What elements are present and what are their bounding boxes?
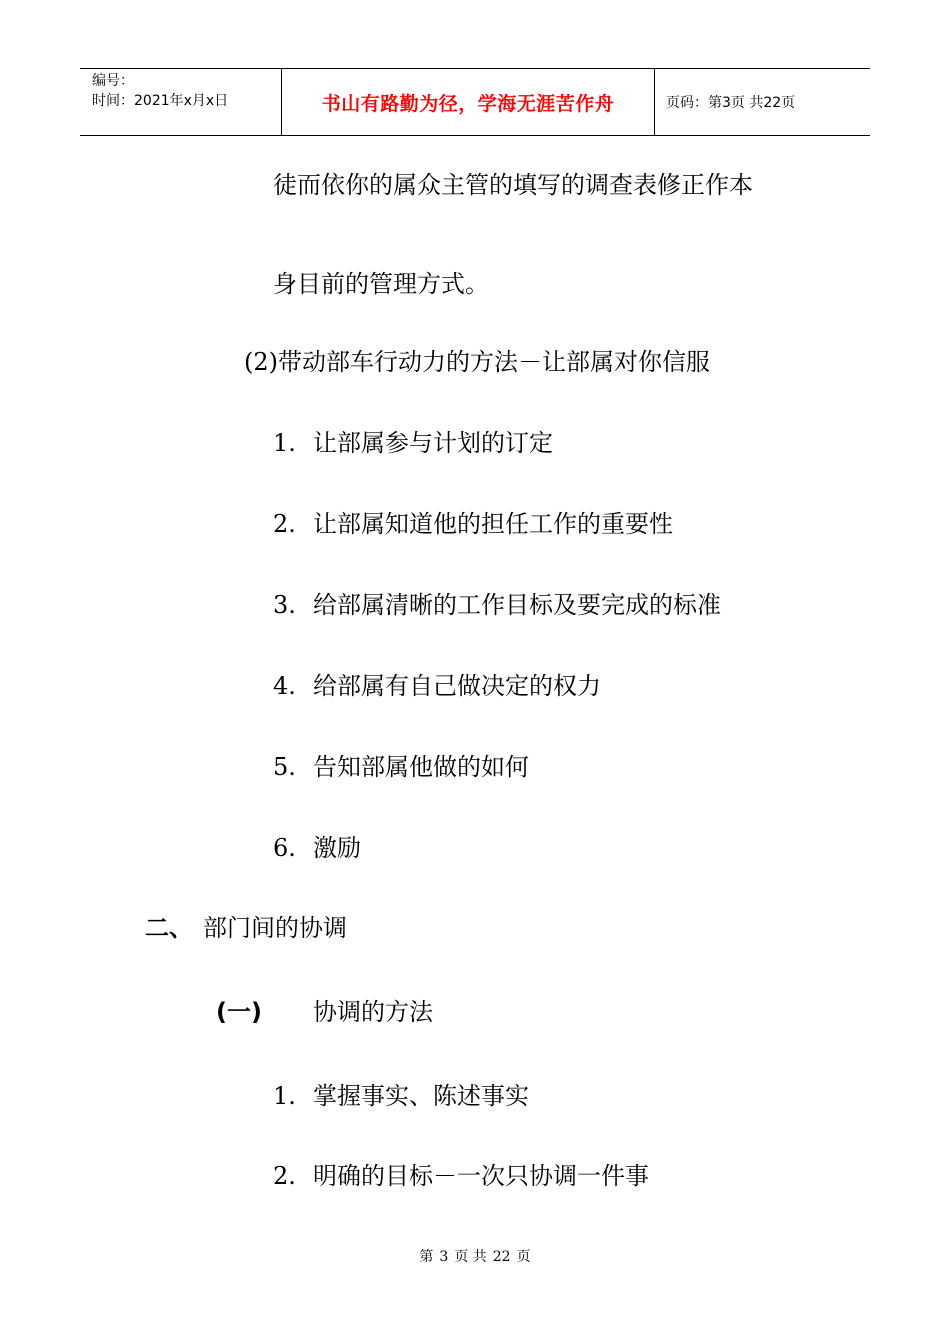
section-2-number: 二、 — [145, 914, 193, 942]
list-item-text: 给部属有自己做决定的权力 — [313, 672, 601, 700]
footer-page-number: 3 — [439, 1249, 449, 1265]
list-item-number: 2. — [273, 1162, 296, 1190]
header-page-info: 页码：第3页 共22页 — [666, 95, 796, 111]
paragraph-line-2: 身目前的管理方式。 — [273, 270, 489, 298]
list-item-text: 掌握事实、陈述事实 — [313, 1082, 529, 1110]
paragraph-line-1: 徒而依你的属众主管的填写的调查表修正作本 — [273, 171, 753, 199]
footer-prefix: 第 — [419, 1249, 434, 1265]
header-motto: 书山有路勤为径，学海无涯苦作舟 — [321, 92, 615, 115]
time-label: 时间：2021年x月x日 — [92, 93, 229, 109]
footer-total-pages: 22 — [492, 1249, 511, 1265]
list-item-text: 让部属参与计划的订定 — [313, 429, 553, 457]
list-item-text: 给部属清晰的工作目标及要完成的标准 — [313, 591, 721, 619]
list-item-text: 让部属知道他的担任工作的重要性 — [313, 510, 673, 538]
header-motto-cell — [282, 69, 655, 135]
subsection-1-number: (一) — [216, 998, 262, 1026]
list-item-number: 3. — [273, 591, 296, 619]
subsection-1-title: 协调的方法 — [313, 998, 433, 1026]
page-header — [80, 68, 870, 136]
list-item-number: 5. — [273, 753, 296, 781]
list-item-text: 激励 — [313, 834, 361, 862]
list-item-number: 4. — [273, 672, 296, 700]
list-item-number: 1. — [273, 429, 296, 457]
list-item-number: 1. — [273, 1082, 296, 1110]
list-item-number: 2. — [273, 510, 296, 538]
list-item-number: 6. — [273, 834, 296, 862]
list-item-text: 告知部属他做的如何 — [313, 753, 529, 781]
footer-mid: 页 共 — [454, 1249, 487, 1265]
page-footer — [0, 1246, 950, 1266]
code-label: 编号： — [92, 73, 134, 89]
footer-suffix: 页 — [516, 1249, 531, 1265]
header-meta — [80, 69, 282, 135]
subheading-2: (2)带动部车行动力的方法－让部属对你信服 — [244, 348, 710, 376]
section-2-title: 部门间的协调 — [203, 914, 347, 942]
list-item-text: 明确的目标－一次只协调一件事 — [313, 1162, 649, 1190]
header-page-info-cell — [655, 69, 870, 135]
